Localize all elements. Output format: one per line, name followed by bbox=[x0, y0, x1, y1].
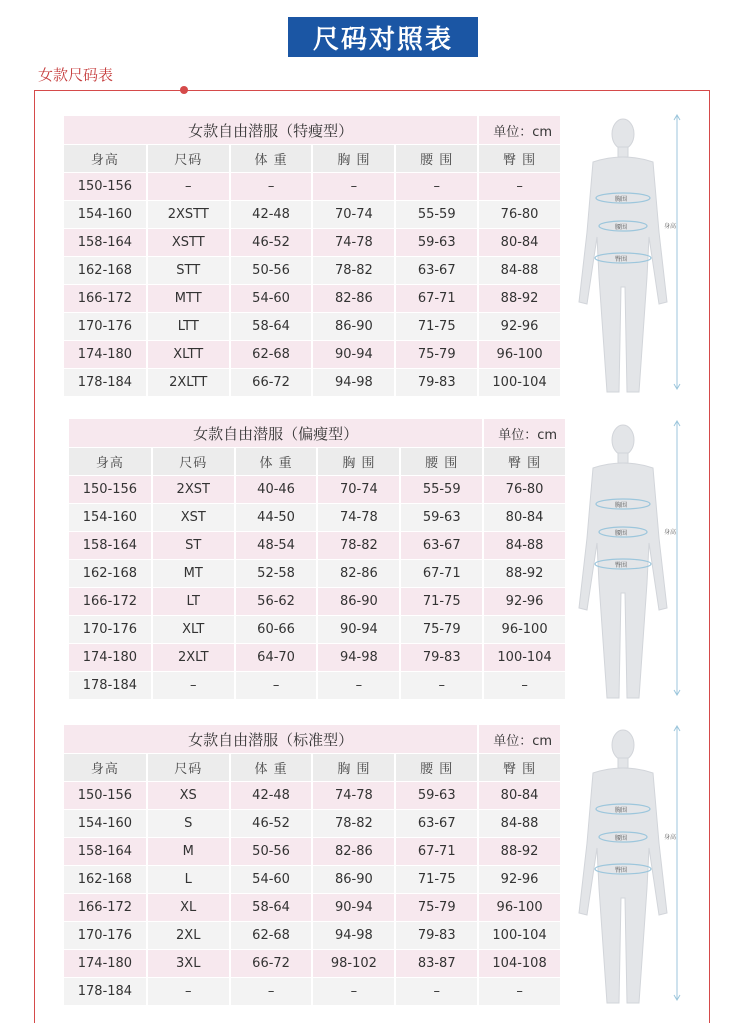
table-cell: 58-64 bbox=[230, 894, 313, 922]
body-figure-3 bbox=[575, 723, 690, 1008]
column-header: 胸 围 bbox=[317, 448, 400, 476]
table-cell: 71-75 bbox=[395, 313, 478, 341]
column-header: 体 重 bbox=[230, 145, 313, 173]
table-cell: – bbox=[483, 672, 566, 700]
table-cell: 74-78 bbox=[312, 229, 395, 257]
table-cell: 44-50 bbox=[235, 504, 318, 532]
table-cell: – bbox=[478, 173, 561, 201]
table-cell: 54-60 bbox=[230, 866, 313, 894]
table-cell: 48-54 bbox=[235, 532, 318, 560]
table-cell: 54-60 bbox=[230, 285, 313, 313]
table-cell: 75-79 bbox=[395, 341, 478, 369]
table-cell: 94-98 bbox=[312, 369, 395, 397]
table-cell: 75-79 bbox=[395, 894, 478, 922]
table-cell: 90-94 bbox=[312, 341, 395, 369]
column-header: 身高 bbox=[64, 754, 147, 782]
waist-label: 腰围 bbox=[615, 530, 628, 537]
table-cell: – bbox=[317, 672, 400, 700]
table-cell: 80-84 bbox=[478, 229, 561, 257]
table-cell: 79-83 bbox=[400, 644, 483, 672]
table-cell: STT bbox=[147, 257, 230, 285]
height-label: 身高 bbox=[664, 834, 677, 841]
column-header: 尺码 bbox=[147, 145, 230, 173]
table-cell: 42-48 bbox=[230, 782, 313, 810]
column-header: 胸 围 bbox=[312, 754, 395, 782]
size-table-block-2 bbox=[69, 419, 567, 700]
table-cell: MTT bbox=[147, 285, 230, 313]
table-cell: 82-86 bbox=[317, 560, 400, 588]
table-cell: 62-68 bbox=[230, 341, 313, 369]
table-cell: 86-90 bbox=[312, 313, 395, 341]
table-cell: 100-104 bbox=[478, 922, 561, 950]
table-cell: XS bbox=[147, 782, 230, 810]
unit-label: 单位：cm bbox=[478, 725, 561, 754]
table-cell: 42-48 bbox=[230, 201, 313, 229]
table-cell: 88-92 bbox=[483, 560, 566, 588]
table-cell: 96-100 bbox=[478, 894, 561, 922]
table-row bbox=[64, 782, 561, 810]
hip-label: 臀围 bbox=[615, 867, 628, 874]
table-row bbox=[64, 866, 561, 894]
table-cell: 74-78 bbox=[312, 782, 395, 810]
table-cell: – bbox=[235, 672, 318, 700]
table-cell: 63-67 bbox=[395, 257, 478, 285]
table-cell: 66-72 bbox=[230, 369, 313, 397]
body-figure-2 bbox=[575, 418, 690, 703]
table-cell: 60-66 bbox=[235, 616, 318, 644]
table-row bbox=[64, 810, 561, 838]
table-cell: – bbox=[312, 978, 395, 1006]
column-header: 体 重 bbox=[230, 754, 313, 782]
table-cell: 75-79 bbox=[400, 616, 483, 644]
table-cell: 71-75 bbox=[400, 588, 483, 616]
column-header: 腰 围 bbox=[395, 754, 478, 782]
table-cell: 92-96 bbox=[478, 866, 561, 894]
table-title: 女款自由潜服（特瘦型） bbox=[64, 116, 478, 145]
chest-label: 胸围 bbox=[615, 196, 628, 203]
table-cell: 63-67 bbox=[395, 810, 478, 838]
table-cell: 55-59 bbox=[400, 476, 483, 504]
table-cell: 67-71 bbox=[395, 838, 478, 866]
table-cell: 86-90 bbox=[317, 588, 400, 616]
table-cell: 158-164 bbox=[69, 532, 152, 560]
table-cell: XST bbox=[152, 504, 235, 532]
table-cell: 2XSTT bbox=[147, 201, 230, 229]
table-cell: 2XST bbox=[152, 476, 235, 504]
table-cell: – bbox=[400, 672, 483, 700]
table-cell: XL bbox=[147, 894, 230, 922]
table-cell: 2XLT bbox=[152, 644, 235, 672]
table-cell: 90-94 bbox=[317, 616, 400, 644]
table-cell: 76-80 bbox=[483, 476, 566, 504]
table-cell: L bbox=[147, 866, 230, 894]
table-cell: – bbox=[152, 672, 235, 700]
table-cell: – bbox=[312, 173, 395, 201]
table-cell: 74-78 bbox=[317, 504, 400, 532]
table-cell: 3XL bbox=[147, 950, 230, 978]
table-cell: 67-71 bbox=[395, 285, 478, 313]
table-cell: 86-90 bbox=[312, 866, 395, 894]
table-row bbox=[69, 672, 566, 700]
table-cell: 50-56 bbox=[230, 257, 313, 285]
table-cell: 90-94 bbox=[312, 894, 395, 922]
hip-label: 臀围 bbox=[615, 562, 628, 569]
column-header: 臀 围 bbox=[478, 754, 561, 782]
column-header: 尺码 bbox=[147, 754, 230, 782]
table-cell: 59-63 bbox=[395, 782, 478, 810]
chest-label: 胸围 bbox=[615, 807, 628, 814]
table-cell: 78-82 bbox=[312, 257, 395, 285]
column-header: 身高 bbox=[69, 448, 152, 476]
size-table bbox=[69, 419, 567, 700]
table-cell: 84-88 bbox=[478, 257, 561, 285]
table-cell: 66-72 bbox=[230, 950, 313, 978]
table-cell: 55-59 bbox=[395, 201, 478, 229]
table-row bbox=[64, 229, 561, 257]
column-header: 腰 围 bbox=[395, 145, 478, 173]
table-cell: 79-83 bbox=[395, 369, 478, 397]
table-cell: 178-184 bbox=[64, 978, 147, 1006]
column-header: 体 重 bbox=[235, 448, 318, 476]
table-row bbox=[64, 950, 561, 978]
table-cell: 62-68 bbox=[230, 922, 313, 950]
table-cell: 46-52 bbox=[230, 229, 313, 257]
table-cell: 88-92 bbox=[478, 285, 561, 313]
table-cell: LTT bbox=[147, 313, 230, 341]
table-cell: 52-58 bbox=[235, 560, 318, 588]
table-cell: 94-98 bbox=[312, 922, 395, 950]
waist-label: 腰围 bbox=[615, 224, 628, 231]
table-cell: – bbox=[395, 173, 478, 201]
frame-left-line bbox=[34, 90, 35, 1023]
page-title: 尺码对照表 bbox=[288, 17, 478, 57]
table-cell: 2XLTT bbox=[147, 369, 230, 397]
table-row bbox=[69, 588, 566, 616]
table-cell: 56-62 bbox=[235, 588, 318, 616]
table-cell: 88-92 bbox=[478, 838, 561, 866]
table-title: 女款自由潜服（标准型） bbox=[64, 725, 478, 754]
column-header: 腰 围 bbox=[400, 448, 483, 476]
table-cell: 78-82 bbox=[312, 810, 395, 838]
table-row bbox=[64, 285, 561, 313]
table-cell: 46-52 bbox=[230, 810, 313, 838]
table-row bbox=[64, 978, 561, 1006]
table-cell: 70-74 bbox=[312, 201, 395, 229]
table-cell: – bbox=[147, 978, 230, 1006]
table-cell: 170-176 bbox=[69, 616, 152, 644]
table-row bbox=[64, 894, 561, 922]
table-cell: XSTT bbox=[147, 229, 230, 257]
table-cell: 154-160 bbox=[64, 810, 147, 838]
table-row bbox=[64, 313, 561, 341]
table-cell: XLTT bbox=[147, 341, 230, 369]
table-cell: 59-63 bbox=[395, 229, 478, 257]
table-cell: 59-63 bbox=[400, 504, 483, 532]
table-cell: 170-176 bbox=[64, 313, 147, 341]
table-row bbox=[69, 616, 566, 644]
table-cell: 58-64 bbox=[230, 313, 313, 341]
chest-label: 胸围 bbox=[615, 502, 628, 509]
table-cell: 178-184 bbox=[69, 672, 152, 700]
table-cell: 40-46 bbox=[235, 476, 318, 504]
table-cell: 170-176 bbox=[64, 922, 147, 950]
table-cell: 162-168 bbox=[64, 257, 147, 285]
table-cell: 178-184 bbox=[64, 369, 147, 397]
table-cell: 82-86 bbox=[312, 838, 395, 866]
table-cell: – bbox=[230, 173, 313, 201]
table-cell: 84-88 bbox=[483, 532, 566, 560]
table-cell: 94-98 bbox=[317, 644, 400, 672]
table-row bbox=[69, 504, 566, 532]
table-cell: 174-180 bbox=[69, 644, 152, 672]
table-cell: 82-86 bbox=[312, 285, 395, 313]
table-cell: 50-56 bbox=[230, 838, 313, 866]
table-cell: XLT bbox=[152, 616, 235, 644]
table-row bbox=[64, 173, 561, 201]
table-cell: 80-84 bbox=[483, 504, 566, 532]
table-cell: ST bbox=[152, 532, 235, 560]
table-cell: 154-160 bbox=[64, 201, 147, 229]
frame-dot bbox=[180, 86, 188, 94]
table-cell: 67-71 bbox=[400, 560, 483, 588]
column-header: 尺码 bbox=[152, 448, 235, 476]
size-table-block-3 bbox=[64, 725, 562, 1006]
frame-right-line bbox=[709, 90, 710, 1023]
height-label: 身高 bbox=[664, 223, 677, 230]
table-cell: 150-156 bbox=[64, 173, 147, 201]
table-cell: 166-172 bbox=[64, 285, 147, 313]
table-cell: 79-83 bbox=[395, 922, 478, 950]
table-cell: 70-74 bbox=[317, 476, 400, 504]
table-cell: 174-180 bbox=[64, 341, 147, 369]
table-row bbox=[64, 201, 561, 229]
table-cell: 71-75 bbox=[395, 866, 478, 894]
unit-label: 单位：cm bbox=[483, 419, 566, 448]
table-cell: 92-96 bbox=[483, 588, 566, 616]
body-figure-1 bbox=[575, 112, 690, 397]
table-row bbox=[64, 838, 561, 866]
table-cell: 166-172 bbox=[64, 894, 147, 922]
table-cell: 104-108 bbox=[478, 950, 561, 978]
table-title: 女款自由潜服（偏瘦型） bbox=[69, 419, 483, 448]
table-cell: 150-156 bbox=[69, 476, 152, 504]
table-row bbox=[69, 644, 566, 672]
column-header: 臀 围 bbox=[483, 448, 566, 476]
table-cell: 162-168 bbox=[64, 866, 147, 894]
table-cell: 92-96 bbox=[478, 313, 561, 341]
section-subtitle: 女款尺码表 bbox=[38, 66, 114, 84]
table-row bbox=[64, 922, 561, 950]
frame-top-line bbox=[34, 90, 710, 91]
table-cell: 154-160 bbox=[69, 504, 152, 532]
table-cell: 158-164 bbox=[64, 229, 147, 257]
waist-label: 腰围 bbox=[615, 835, 628, 842]
table-cell: 63-67 bbox=[400, 532, 483, 560]
table-cell: LT bbox=[152, 588, 235, 616]
table-cell: 64-70 bbox=[235, 644, 318, 672]
size-table-block-1 bbox=[64, 116, 562, 397]
table-cell: – bbox=[147, 173, 230, 201]
unit-label: 单位：cm bbox=[478, 116, 561, 145]
hip-label: 臀围 bbox=[615, 256, 628, 263]
table-row bbox=[69, 560, 566, 588]
table-cell: S bbox=[147, 810, 230, 838]
table-cell: – bbox=[230, 978, 313, 1006]
table-row bbox=[64, 257, 561, 285]
table-cell: 174-180 bbox=[64, 950, 147, 978]
table-cell: 100-104 bbox=[483, 644, 566, 672]
table-cell: 98-102 bbox=[312, 950, 395, 978]
table-cell: – bbox=[478, 978, 561, 1006]
table-cell: 158-164 bbox=[64, 838, 147, 866]
table-cell: MT bbox=[152, 560, 235, 588]
table-cell: 76-80 bbox=[478, 201, 561, 229]
table-cell: 162-168 bbox=[69, 560, 152, 588]
table-cell: 96-100 bbox=[478, 341, 561, 369]
table-row bbox=[64, 369, 561, 397]
column-header: 臀 围 bbox=[478, 145, 561, 173]
table-cell: 166-172 bbox=[69, 588, 152, 616]
table-row bbox=[64, 341, 561, 369]
table-cell: 80-84 bbox=[478, 782, 561, 810]
table-row bbox=[69, 476, 566, 504]
table-cell: 150-156 bbox=[64, 782, 147, 810]
table-cell: M bbox=[147, 838, 230, 866]
size-table bbox=[64, 725, 562, 1006]
table-cell: 83-87 bbox=[395, 950, 478, 978]
table-row bbox=[69, 532, 566, 560]
table-cell: 100-104 bbox=[478, 369, 561, 397]
column-header: 身高 bbox=[64, 145, 147, 173]
height-label: 身高 bbox=[664, 529, 677, 536]
table-cell: 2XL bbox=[147, 922, 230, 950]
table-cell: 84-88 bbox=[478, 810, 561, 838]
table-cell: 78-82 bbox=[317, 532, 400, 560]
column-header: 胸 围 bbox=[312, 145, 395, 173]
table-cell: – bbox=[395, 978, 478, 1006]
table-cell: 96-100 bbox=[483, 616, 566, 644]
size-table bbox=[64, 116, 562, 397]
